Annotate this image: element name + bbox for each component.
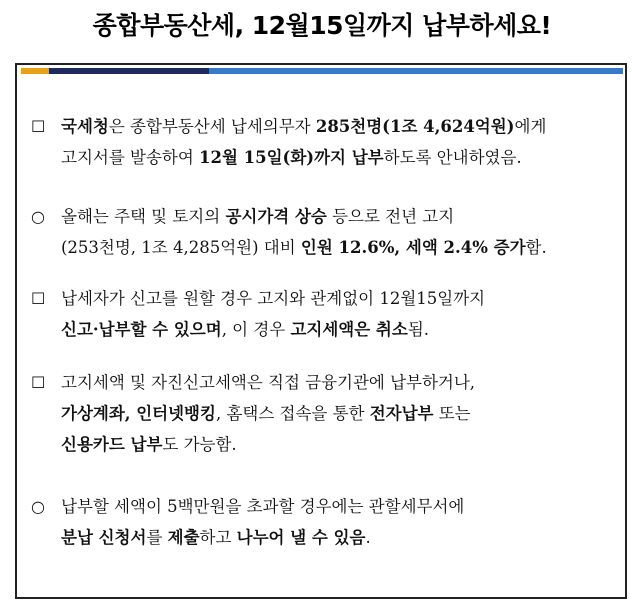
text-segment: 전자납부 — [369, 404, 434, 423]
text-segment: 은 종합부동산세 납세의무자 — [108, 117, 316, 136]
circle-bullet-icon: ○ — [31, 207, 45, 226]
notice-item-5 — [31, 491, 615, 553]
notice-item-1 — [31, 111, 615, 173]
text-segment: 하도록 안내하였음. — [383, 148, 522, 167]
notice-item-4 — [31, 367, 615, 460]
text-segment: 등으로 전년 고지 — [326, 207, 455, 226]
text-segment: 됨. — [407, 320, 429, 339]
text-segment: 신고·납부할 수 있으며 — [61, 320, 222, 339]
notice-item-3 — [31, 283, 615, 345]
text-segment: 분납 신청서 — [61, 528, 147, 547]
text-segment: 제출 — [167, 528, 200, 547]
text-segment: , 홈택스 접속을 통한 — [215, 404, 370, 423]
text-segment: 올해는 주택 및 토지의 — [61, 207, 226, 226]
text-segment: 또는 — [433, 404, 471, 423]
page-title: 종합부동산세, 12월15일까지 납부하세요! — [92, 11, 552, 40]
text-segment: 납세자가 신고를 원할 경우 고지와 관계없이 12월15일까지 — [61, 289, 486, 308]
text-segment: 하고 — [199, 528, 237, 547]
text-segment: 를 — [146, 528, 168, 547]
text-segment: 고지세액 및 자진신고세액은 직접 금융기관에 납부하거나, — [61, 373, 476, 392]
accent-bar-orange — [21, 68, 49, 74]
text-segment: 가상계좌, 인터넷뱅킹 — [61, 404, 216, 423]
square-bullet-icon: ☐ — [31, 117, 46, 136]
text-segment: . — [365, 528, 371, 547]
text-segment: (253천명, 1조 4,285억원) 대비 — [61, 238, 301, 257]
text-segment: 12월 15일(화)까지 납부 — [199, 148, 384, 167]
circle-bullet-icon: ○ — [31, 497, 45, 516]
notice-item-2 — [31, 201, 615, 263]
text-segment: 고지세액은 취소 — [290, 320, 408, 339]
text-segment: 인원 12.6%, 세액 2.4% 증가 — [300, 238, 526, 257]
text-segment: 나누어 낼 수 있음 — [236, 528, 366, 547]
text-segment: 신용카드 납부 — [61, 435, 163, 454]
text-segment: 285천명(1조 4,624억원) — [315, 117, 515, 136]
accent-bar-blue — [209, 68, 623, 74]
text-segment: 납부할 세액이 5백만원을 초과할 경우에는 관할세무서에 — [61, 497, 465, 516]
text-segment: 함. — [525, 238, 547, 257]
text-segment: 도 가능함. — [162, 435, 237, 454]
square-bullet-icon: ☐ — [31, 289, 46, 308]
text-segment: 국세청 — [61, 117, 109, 136]
square-bullet-icon: ☐ — [31, 373, 46, 392]
accent-bar-navy — [49, 68, 209, 74]
text-segment: 고지서를 발송하여 — [61, 148, 200, 167]
text-segment: , 이 경우 — [221, 320, 291, 339]
notice-box — [15, 63, 627, 599]
text-segment: 공시가격 상승 — [225, 207, 327, 226]
text-segment: 에게 — [514, 117, 547, 136]
